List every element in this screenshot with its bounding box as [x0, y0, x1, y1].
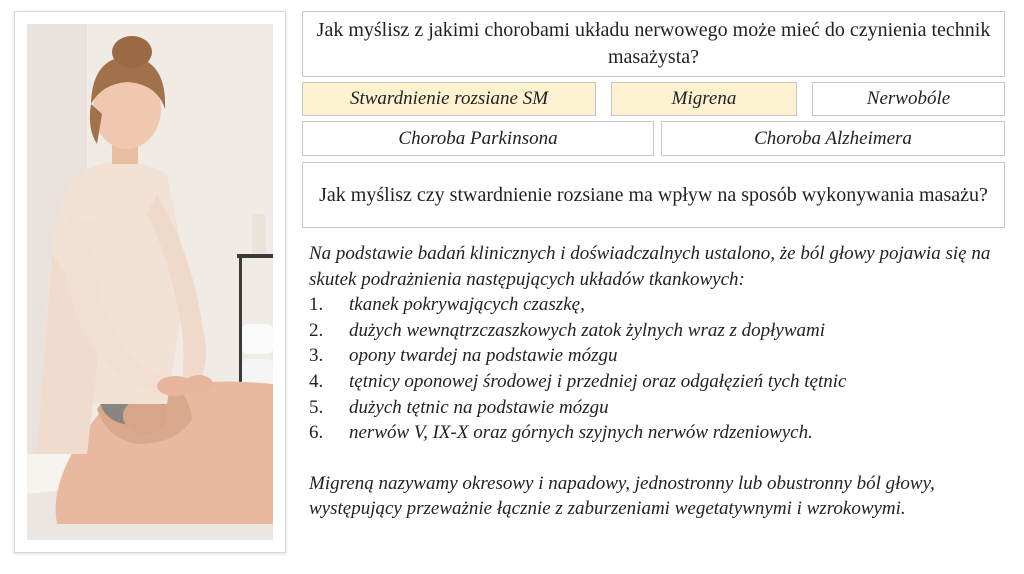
- list-item: [309, 318, 1009, 344]
- list-text: nerwów V, IX-X oraz górnych szyjnych nerwów rdzeniowych.: [349, 422, 813, 444]
- list-item: [309, 343, 1009, 369]
- list-text: tętnicy oponowej środowej i przedniej oraz odgałęzień tych tętnic: [349, 370, 847, 392]
- massage-photo: [27, 24, 273, 540]
- option-migraine[interactable]: [611, 82, 797, 116]
- list-text: dużych tętnic na podstawie mózgu: [349, 396, 609, 418]
- massage-photo-frame: [14, 11, 286, 553]
- question-2-text: Jak myślisz czy stwardnienie rozsiane ma wpływ na sposób wykonywania masażu?: [319, 183, 988, 206]
- option-neuralgia[interactable]: [812, 82, 1005, 116]
- list-item: [309, 420, 1009, 446]
- option-label: Stwardnienie rozsiane SM: [349, 88, 549, 109]
- question-2: [302, 162, 1005, 228]
- list-number: 2.: [309, 319, 324, 341]
- option-label: Choroba Parkinsona: [398, 127, 558, 149]
- content-block: [309, 241, 1009, 522]
- question-1: [302, 11, 1005, 77]
- list-number: 5.: [309, 396, 324, 418]
- tissue-list: [309, 292, 1009, 446]
- migraine-paragraph: Migreną nazywamy okresowy i napadowy, jednostronny lub obustronny ból głowy, występujący przeważnie łącznie z zaburzeniami wegetatywnymi i wzrokowymi.: [309, 472, 935, 520]
- option-label: Migrena: [671, 88, 737, 109]
- list-text: dużych wewnątrzczaszkowych zatok żylnych wraz z dopływami: [349, 319, 826, 341]
- question-1-text: Jak myślisz z jakimi chorobami układu nerwowego może mieć do czynienia technik masażysta?: [316, 19, 991, 68]
- list-item: [309, 369, 1009, 395]
- list-item: [309, 395, 1009, 421]
- list-text: tkanek pokrywających czaszkę,: [349, 294, 585, 316]
- option-parkinson[interactable]: [302, 121, 654, 156]
- list-number: 4.: [309, 370, 324, 392]
- list-number: 1.: [309, 294, 324, 316]
- list-item: [309, 292, 1009, 318]
- list-number: 3.: [309, 345, 324, 367]
- option-multiple-sclerosis[interactable]: [302, 82, 596, 116]
- list-text: opony twardej na podstawie mózgu: [349, 345, 618, 367]
- intro-paragraph: Na podstawie badań klinicznych i doświadczalnych ustalono, że ból głowy pojawia się na skutek podrażnienia następujących układów tkankowych:: [309, 243, 991, 290]
- spacer: [309, 446, 1009, 471]
- option-label: Nerwobóle: [866, 88, 951, 109]
- option-label: Choroba Alzheimera: [754, 127, 912, 149]
- list-number: 6.: [309, 422, 324, 444]
- option-alzheimer[interactable]: [661, 121, 1005, 156]
